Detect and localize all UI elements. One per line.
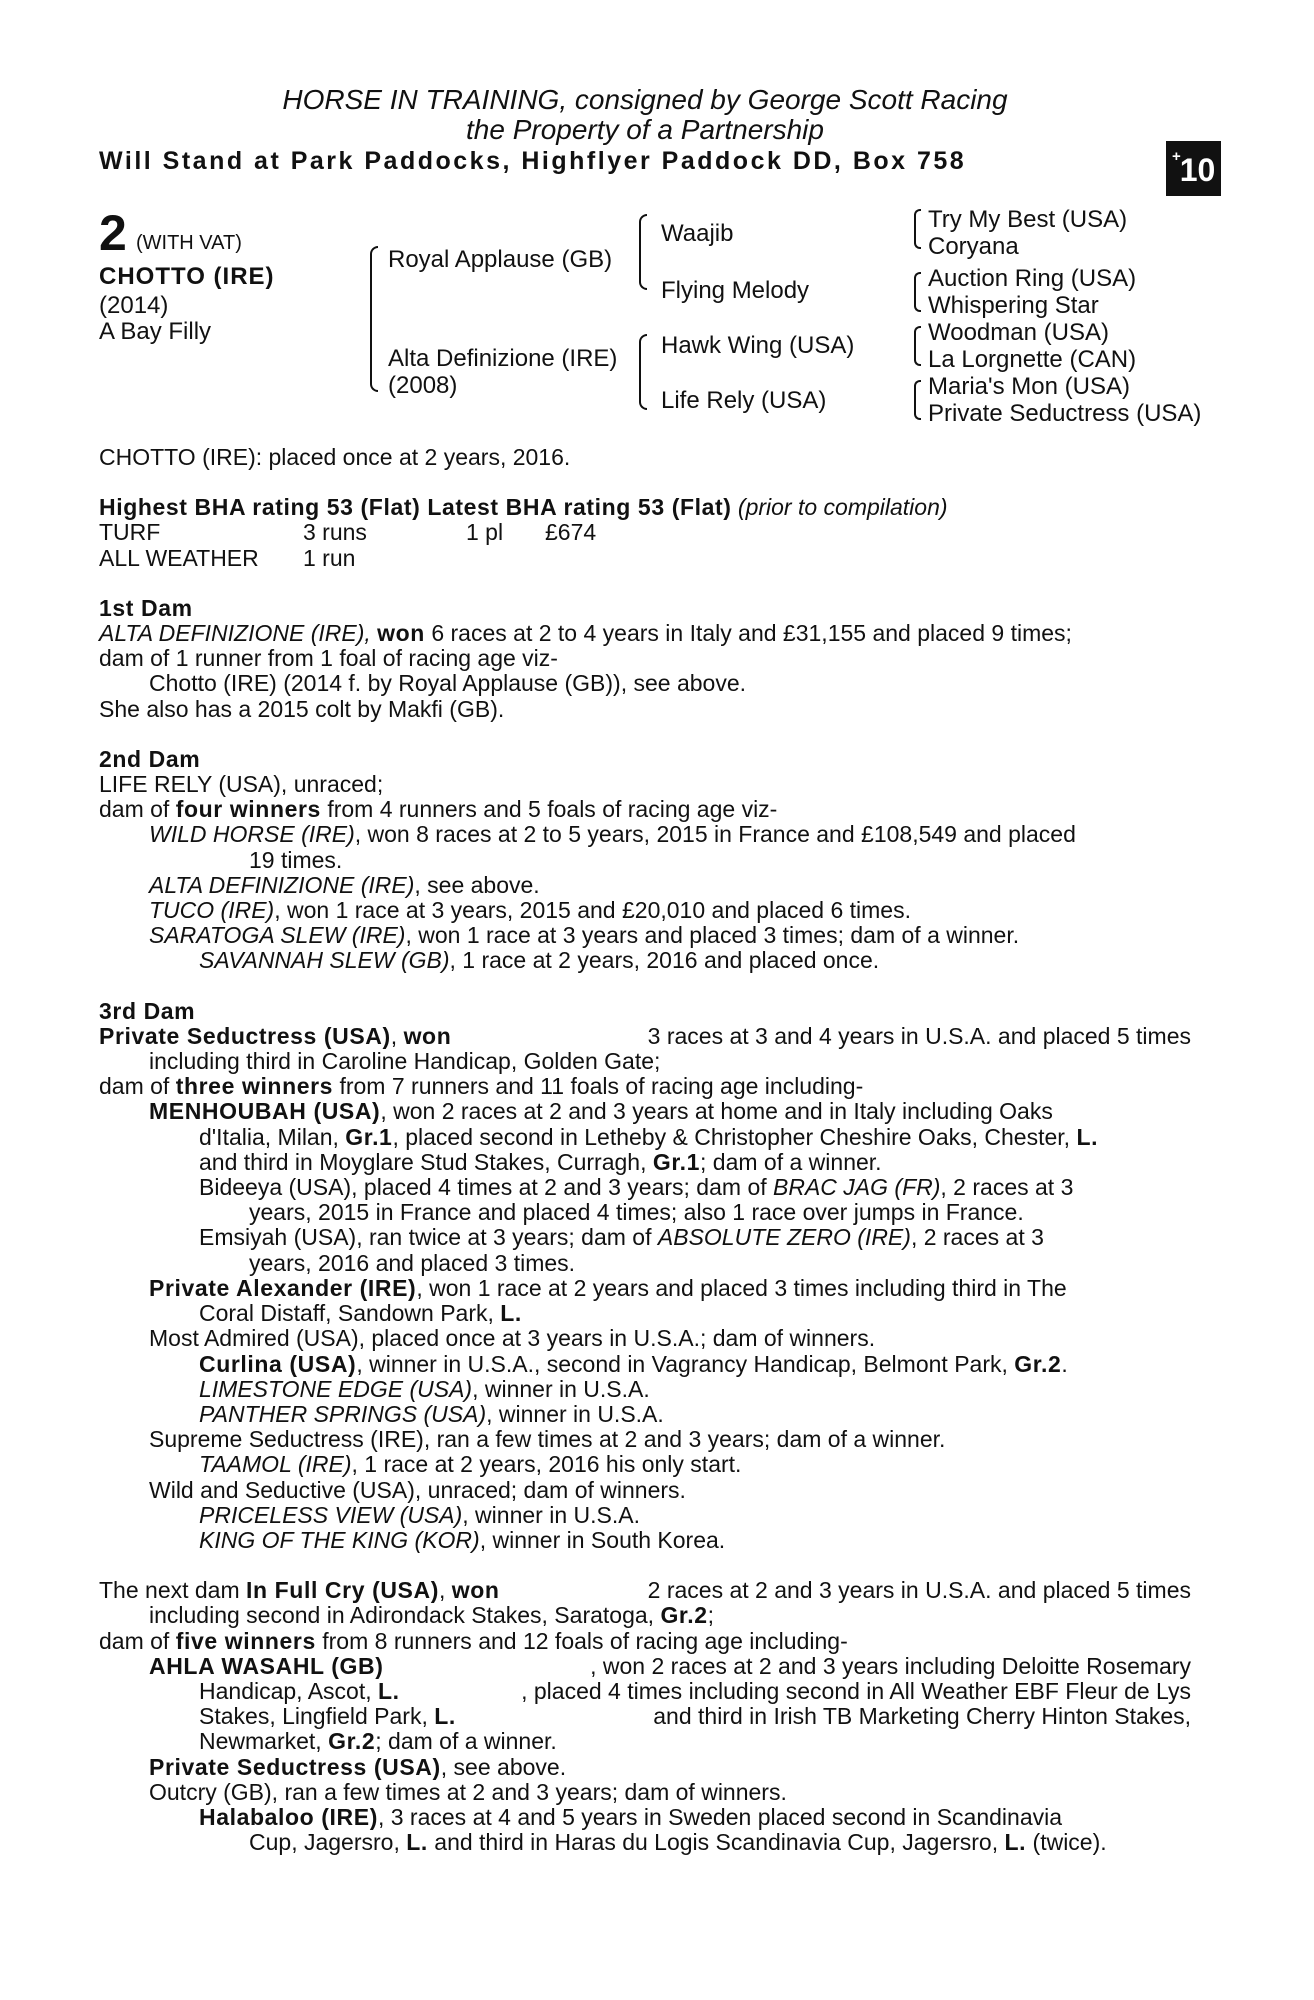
produce-item: AHLA WASAHL (GB) , won 2 races at 2 and 3 years including Deloitte Rosemary [149,1652,1191,1679]
pedigree-brace-g4 [914,380,921,420]
third-dam-produce-summary: dam of three winners from 7 runners and 11 foals of racing age including- [99,1073,864,1100]
pedigree-sire-dam: Flying Melody [661,277,810,304]
aw-label: ALL WEATHER [99,544,259,571]
lot-number-badge [1166,141,1221,196]
produce-item: Private Seductress (USA), see above. [149,1753,567,1780]
produce-item: Halabaloo (IRE), 3 races at 4 and 5 years in Sweden placed second in Scandinavia [199,1803,1063,1830]
pedigree-brace-main [370,246,378,392]
produce-item: Private Alexander (IRE), won 1 race at 2 years and placed 3 times including third in The [149,1274,1067,1301]
first-dam-produce-summary: dam of 1 runner from 1 foal of racing age viz- [99,645,558,672]
consignor-line: HORSE IN TRAINING, consigned by George Scott Racing [282,84,1008,115]
pedigree-dam-dam: Life Rely (USA) [661,387,827,414]
third-dam-line: Private Seductress (USA), won 3 races at 3 and 4 years in U.S.A. and placed 5 times [99,1022,1191,1049]
race-record-summary: CHOTTO (IRE): placed once at 2 years, 2016. [99,444,571,470]
produce-item: Emsiyah (USA), ran twice at 3 years; dam of ABSOLUTE ZERO (IRE), 2 races at 3 [199,1224,1044,1251]
horse-age: 2 [99,205,127,261]
turf-runs: 3 runs [303,519,367,546]
produce-item: Bideeya (USA), placed 4 times at 2 and 3 years; dam of BRAC JAG (FR), 2 races at 3 [199,1174,1074,1201]
first-dam-note: She also has a 2015 colt by Makfi (GB). [99,695,505,722]
pedigree-brace-sire [639,214,647,290]
produce-item-cont: Newmarket, Gr.2; dam of a winner. [199,1728,557,1755]
first-dam-line: ALTA DEFINIZIONE (IRE), won 6 races at 2 to 4 years in Italy and £31,155 and placed 9 times; [99,620,1072,647]
pedigree-g4: Whispering Star [928,292,1099,319]
produce-item: LIMESTONE EDGE (USA), winner in U.S.A. [199,1375,650,1402]
property-line: the Property of a Partnership [466,114,824,145]
produce-item: MENHOUBAH (USA), won 2 races at 2 and 3 years at home and in Italy including Oaks [149,1098,1053,1125]
first-dam-heading: 1st Dam [99,594,193,621]
produce-item-cont: Stakes, Lingfield Park, L. and third in Irish TB Marketing Cherry Hinton Stakes, [199,1703,1191,1730]
produce-item: Most Admired (USA), placed once at 3 years in U.S.A.; dam of winners. [149,1325,876,1352]
third-dam-line-cont: including third in Caroline Handicap, Golden Gate; [149,1048,661,1075]
vat-note: (WITH VAT) [136,232,242,254]
produce-item: SARATOGA SLEW (IRE), won 1 race at 3 years and placed 3 times; dam of a winner. [149,922,1020,949]
turf-record [99,520,1191,545]
pedigree-brace-g2 [914,272,921,312]
lot-plus-mark: + [1172,148,1181,165]
produce-item-cont: Handicap, Ascot, L. , placed 4 times including second in All Weather EBF Fleur de Lys [199,1677,1191,1704]
pedigree-sire-sire: Waajib [661,220,734,247]
produce-item-cont: Cup, Jagersro, L. and third in Haras du Logis Scandinavia Cup, Jagersro, L. (twice). [249,1829,1107,1856]
pedigree-g5: Woodman (USA) [928,319,1109,346]
aw-runs: 1 run [303,544,356,571]
lot-number: 10 [1179,152,1216,188]
produce-item: Supreme Seductress (IRE), ran a few times at 2 and 3 years; dam of a winner. [149,1426,946,1453]
second-dam-line: LIFE RELY (USA), unraced; [99,771,384,798]
produce-item: PRICELESS VIEW (USA), winner in U.S.A. [199,1501,640,1528]
second-dam-heading: 2nd Dam [99,745,201,772]
aw-record [99,546,1191,571]
produce-item: PANTHER SPRINGS (USA), winner in U.S.A. [199,1400,664,1427]
produce-item: TUCO (IRE), won 1 race at 3 years, 2015 and £20,010 and placed 6 times. [149,897,911,924]
produce-item-cont: 19 times. [249,846,343,873]
produce-item-cont: Coral Distaff, Sandown Park, L. [199,1300,522,1327]
produce-item-cont: years, 2016 and placed 3 times. [249,1249,576,1276]
pedigree-g3: Auction Ring (USA) [928,265,1137,292]
next-dam-line-cont: including second in Adirondack Stakes, Saratoga, Gr.2; [149,1602,714,1629]
stabling-line: Will Stand at Park Paddocks, Highflyer Paddock DD, Box 758 [99,147,967,175]
produce-item: TAAMOL (IRE), 1 race at 2 years, 2016 his only start. [199,1451,742,1478]
pedigree-g7: Maria's Mon (USA) [928,373,1130,400]
turf-places: 1 pl [466,519,504,546]
pedigree-brace-g3 [914,326,921,366]
next-dam-line: The next dam In Full Cry (USA), won 2 races at 2 and 3 years in U.S.A. and placed 5 times [99,1577,1191,1604]
produce-item: SAVANNAH SLEW (GB), 1 race at 2 years, 2016 and placed once. [199,947,880,974]
next-dam-produce-summary: dam of five winners from 8 runners and 12 foals of racing age including- [99,1627,848,1654]
pedigree-brace-dam [639,334,647,410]
produce-item: KING OF THE KING (KOR), winner in South Korea. [199,1526,726,1553]
turf-prize: £674 [545,519,597,546]
pedigree-dam: Alta Definizione (IRE) [388,345,618,372]
horse-year: (2014) [99,292,169,319]
third-dam-heading: 3rd Dam [99,997,196,1024]
produce-item: ALTA DEFINIZIONE (IRE), see above. [149,871,540,898]
bha-rating-note: (prior to compilation) [737,494,948,521]
produce-item: Outcry (GB), ran a few times at 2 and 3 years; dam of winners. [149,1778,787,1805]
catalogue-body [99,445,1191,1855]
first-dam-produce-item: Chotto (IRE) (2014 f. by Royal Applause (GB)), see above. [149,670,747,697]
bha-rating-line [99,495,1191,520]
pedigree-g6: La Lorgnette (CAN) [928,346,1137,373]
pedigree-g1: Try My Best (USA) [928,206,1128,233]
produce-item-cont: d'Italia, Milan, Gr.1, placed second in Letheby & Christopher Cheshire Oaks, Chester, L. [199,1123,1099,1150]
horse-name: CHOTTO (IRE) [99,263,275,290]
pedigree-g2: Coryana [928,233,1019,260]
pedigree-dam-sire: Hawk Wing (USA) [661,332,855,359]
produce-item-cont: and third in Moyglare Stud Stakes, Curragh, Gr.1; dam of a winner. [199,1148,882,1175]
second-dam-produce-summary: dam of four winners from 4 runners and 5 foals of racing age viz- [99,796,778,823]
pedigree-sire: Royal Applause (GB) [388,246,613,273]
pedigree-dam-year: (2008) [388,372,458,399]
bha-rating: Highest BHA rating 53 (Flat) Latest BHA rating 53 (Flat) [99,494,732,521]
horse-description: A Bay Filly [99,318,212,345]
produce-item: WILD HORSE (IRE), won 8 races at 2 to 5 years, 2015 in France and £108,549 and placed [149,821,1076,848]
produce-item: Wild and Seductive (USA), unraced; dam of winners. [149,1476,686,1503]
turf-label: TURF [99,519,161,546]
produce-item-cont: years, 2015 in France and placed 4 times; also 1 race over jumps in France. [249,1199,1024,1226]
produce-item: Curlina (USA), winner in U.S.A., second in Vagrancy Handicap, Belmont Park, Gr.2. [199,1350,1068,1377]
pedigree-brace-g1 [914,209,921,249]
pedigree-g8: Private Seductress (USA) [928,400,1202,427]
